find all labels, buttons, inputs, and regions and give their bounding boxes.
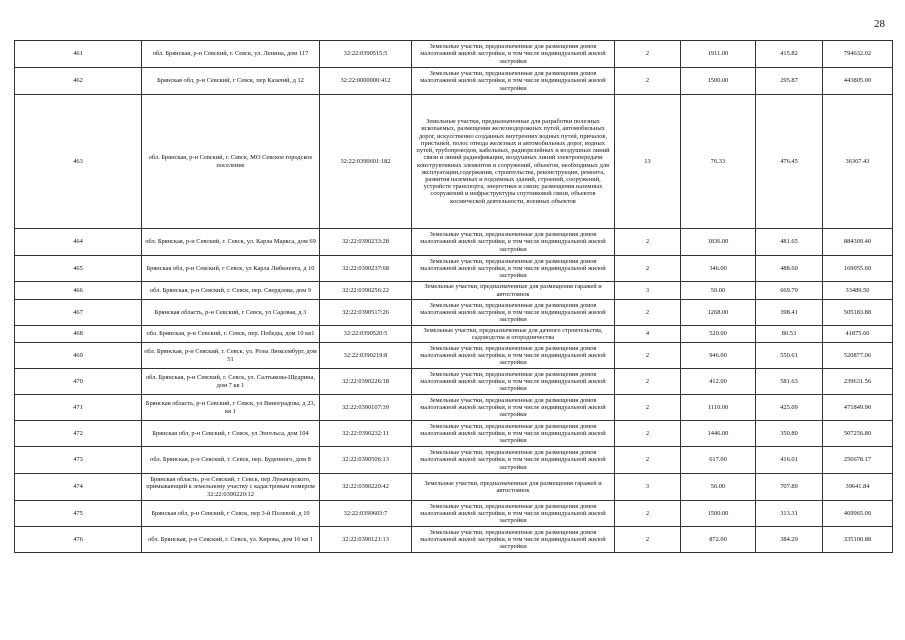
specific-value-cell: 707.89	[756, 474, 823, 501]
row-number: 464	[15, 229, 142, 256]
land-use-cell: Земельные участки, предназначенные для размещения домов малоэтажной жилой застройки, в том числе индивидуальной жилой застройки	[412, 527, 615, 553]
table-row	[15, 300, 893, 326]
table-row	[15, 256, 893, 282]
category-code-cell: 2	[615, 501, 681, 527]
specific-value-cell: 550.61	[756, 343, 823, 369]
table-row	[15, 474, 893, 501]
address-cell: Брянская обл, р-н Севский, г Севск, ул Энгельса, дом 104	[142, 421, 320, 447]
specific-value-cell: 669.79	[756, 282, 823, 300]
row-number: 462	[15, 68, 142, 95]
cadastral-number-cell: 32:22:0390220:42	[320, 474, 412, 501]
cadastral-number-cell: 32:22:0390506:13	[320, 447, 412, 474]
cadastral-value-cell: 794632.02	[823, 41, 893, 68]
cadastral-value-cell: 884309.40	[823, 229, 893, 256]
specific-value-cell: 416.01	[756, 447, 823, 474]
area-cell: 1268.00	[681, 300, 756, 326]
land-use-cell: Земельные участки, предназначенные для размещения домов малоэтажной жилой застройки, в том числе индивидуальной жилой застройки	[412, 68, 615, 95]
category-code-cell: 2	[615, 527, 681, 553]
row-number: 470	[15, 369, 142, 395]
cadastral-value-cell: 335100.88	[823, 527, 893, 553]
table-row	[15, 282, 893, 300]
specific-value-cell: 476.45	[756, 95, 823, 229]
category-code-cell: 2	[615, 369, 681, 395]
address-cell: Брянская область, р-н Севский, г Севск, пер Луначарского, примыкающий к земельному участку с кадастровым номером 32:22:0390220:12	[142, 474, 320, 501]
area-cell: 346.00	[681, 256, 756, 282]
table-row	[15, 501, 893, 527]
land-use-cell: Земельные участки, предназначенные для размещения гаражей и автостоянок	[412, 474, 615, 501]
land-use-cell: Земельные участки, предназначенные для размещения домов малоэтажной жилой застройки, в том числе индивидуальной жилой застройки	[412, 395, 615, 421]
cadastral-number-cell: 32:22:0390219:8	[320, 343, 412, 369]
cadastral-number-cell: 32:22:0000000:412	[320, 68, 412, 95]
area-cell: 1836.00	[681, 229, 756, 256]
cadastral-number-cell: 32:22:0390232:11	[320, 421, 412, 447]
category-code-cell: 2	[615, 395, 681, 421]
address-cell: Брянская обл, р-н Севский, г Севск, пер Казачий, д 12	[142, 68, 320, 95]
address-cell: Брянская область, р-н Севский, г Севск, ул Садовая, д 3	[142, 300, 320, 326]
category-code-cell: 3	[615, 282, 681, 300]
land-use-cell: Земельные участки, предназначенные для размещения домов малоэтажной жилой застройки, в том числе индивидуальной жилой застройки	[412, 300, 615, 326]
row-number: 475	[15, 501, 142, 527]
table-row	[15, 41, 893, 68]
row-number: 465	[15, 256, 142, 282]
cadastral-value-cell: 169055.60	[823, 256, 893, 282]
category-code-cell: 4	[615, 326, 681, 343]
specific-value-cell: 415.82	[756, 41, 823, 68]
cadastral-value-cell: 520877.06	[823, 343, 893, 369]
table-row	[15, 95, 893, 229]
cadastral-number-cell: 32:22:0390121:13	[320, 527, 412, 553]
table-row	[15, 447, 893, 474]
cadastral-number-cell: 32:22:0390517:26	[320, 300, 412, 326]
row-number: 463	[15, 95, 142, 229]
specific-value-cell: 295.87	[756, 68, 823, 95]
cadastral-number-cell: 32:22:0390107:39	[320, 395, 412, 421]
specific-value-cell: 313.31	[756, 501, 823, 527]
specific-value-cell: 80.53	[756, 326, 823, 343]
table-row	[15, 369, 893, 395]
area-cell: 1446.00	[681, 421, 756, 447]
land-use-cell: Земельные участки, предназначенные для размещения гаражей и автостоянок	[412, 282, 615, 300]
cadastral-value-cell: 469965.00	[823, 501, 893, 527]
land-use-cell: Земельные участки, предназначенные для размещения домов малоэтажной жилой застройки, в том числе индивидуальной жилой застройки	[412, 447, 615, 474]
area-cell: 50.00	[681, 282, 756, 300]
area-cell: 872.00	[681, 527, 756, 553]
cadastral-value-table	[14, 40, 893, 553]
area-cell: 412.00	[681, 369, 756, 395]
land-use-cell: Земельные участки, предназначенные для размещения домов малоэтажной жилой застройки, в том числе индивидуальной жилой застройки	[412, 501, 615, 527]
row-number: 468	[15, 326, 142, 343]
cadastral-number-cell: 32:22:0390226:18	[320, 369, 412, 395]
cadastral-value-cell: 507256.80	[823, 421, 893, 447]
land-use-cell: Земельные участки, предназначенные для размещения домов малоэтажной жилой застройки, в том числе индивидуальной жилой застройки	[412, 343, 615, 369]
row-number: 472	[15, 421, 142, 447]
category-code-cell: 2	[615, 343, 681, 369]
area-cell: 1110.00	[681, 395, 756, 421]
cadastral-value-cell: 471849.90	[823, 395, 893, 421]
row-number: 469	[15, 343, 142, 369]
cadastral-number-cell: 32:22:0390520:5	[320, 326, 412, 343]
address-cell: обл. Брянская, р-н Севский, г. Севск, пер. Победы, дом 10 кв1	[142, 326, 320, 343]
cadastral-value-cell: 39641.84	[823, 474, 893, 501]
land-use-cell: Земельные участки, предназначенные для размещения домов малоэтажной жилой застройки, в том числе индивидуальной жилой застройки	[412, 41, 615, 68]
cadastral-value-cell: 41875.60	[823, 326, 893, 343]
specific-value-cell: 581.63	[756, 369, 823, 395]
category-code-cell: 2	[615, 300, 681, 326]
table-row	[15, 343, 893, 369]
land-use-cell: Земельные участки, предназначенные для размещения домов малоэтажной жилой застройки, в том числе индивидуальной жилой застройки	[412, 421, 615, 447]
area-cell: 1500.00	[681, 68, 756, 95]
area-cell: 56.00	[681, 474, 756, 501]
category-code-cell: 13	[615, 95, 681, 229]
table-row	[15, 421, 893, 447]
land-use-cell: Земельные участки, предназначенные для разработки полезных ископаемых, размещения железнодорожных путей, автомобильных дорог, искусственно созданных внутренних водных путей, причалов, пристаней, полос отвода железных и автомобильных дорог, водных путей, трубопроводов, кабельных, радиорелейных и воздушных линий связи и линий радиофикации, воздушных линий электропередачи конструктивных элементов и сооружений, объектов, необходимых для эксплуатации,содержания, строительства, реконструкции, ремонта, развития наземных и подземных зданий, строений, сооружений, устройств транспорта, энергетики и связи; размещения наземных сооружений и инфраструктуры спутниковой связи, объектов космической деятельности, военных объектов	[412, 95, 615, 229]
area-cell: 617.00	[681, 447, 756, 474]
row-number: 471	[15, 395, 142, 421]
table-row	[15, 326, 893, 343]
land-use-cell: Земельные участки, предназначенные для размещения домов малоэтажной жилой застройки, в том числе индивидуальной жилой застройки	[412, 229, 615, 256]
area-cell: 1911.00	[681, 41, 756, 68]
address-cell: обл. Брянская, р-н Севский, г. Севск, ул. Кирова, дом 16 кв 1	[142, 527, 320, 553]
table-row	[15, 395, 893, 421]
specific-value-cell: 488.60	[756, 256, 823, 282]
area-cell: 76.33	[681, 95, 756, 229]
area-cell: 520.00	[681, 326, 756, 343]
category-code-cell: 2	[615, 68, 681, 95]
area-cell: 946.00	[681, 343, 756, 369]
category-code-cell: 2	[615, 421, 681, 447]
category-code-cell: 2	[615, 229, 681, 256]
cadastral-number-cell: 32:22:0390601:182	[320, 95, 412, 229]
row-number: 476	[15, 527, 142, 553]
cadastral-value-cell: 443805.00	[823, 68, 893, 95]
address-cell: Брянская обл, р-н Севский, г Севск, пер 3-й Полевой, д 10	[142, 501, 320, 527]
table-row	[15, 527, 893, 553]
cadastral-value-cell: 505183.88	[823, 300, 893, 326]
table-row	[15, 229, 893, 256]
category-code-cell: 2	[615, 447, 681, 474]
category-code-cell: 3	[615, 474, 681, 501]
cadastral-number-cell: 32:22:0390237:68	[320, 256, 412, 282]
specific-value-cell: 481.65	[756, 229, 823, 256]
row-number: 467	[15, 300, 142, 326]
cadastral-number-cell: 32:22:0390603:7	[320, 501, 412, 527]
address-cell: обл. Брянская, р-н Севский, г. Севск, ул. Ленина, дом 117	[142, 41, 320, 68]
specific-value-cell: 398.41	[756, 300, 823, 326]
cadastral-number-cell: 32:22:0390515:5	[320, 41, 412, 68]
row-number: 474	[15, 474, 142, 501]
address-cell: обл. Брянская, р-н Севский, г. Севск, МО Севское городское поселение	[142, 95, 320, 229]
cadastral-value-cell: 33489.50	[823, 282, 893, 300]
row-number: 466	[15, 282, 142, 300]
address-cell: обл. Брянская, р-н Севский, г. Севск, ул. Розы Люксембург, дом 51	[142, 343, 320, 369]
row-number: 461	[15, 41, 142, 68]
category-code-cell: 2	[615, 256, 681, 282]
land-use-cell: Земельные участки, предназначенные для дачного строительства, садоводства и огородничества	[412, 326, 615, 343]
cadastral-value-cell: 36367.43	[823, 95, 893, 229]
address-cell: обл. Брянская, р-н Севский, г. Севск, ул. Салтыкова-Щедрина, дом 7 кв 1	[142, 369, 320, 395]
address-cell: обл. Брянская, р-н Севский, г. Севск, пер. Буденного, дом 8	[142, 447, 320, 474]
address-cell: обл. Брянская, р-н Севский, г. Севск, пер. Свердлова, дом 9	[142, 282, 320, 300]
specific-value-cell: 350.80	[756, 421, 823, 447]
address-cell: обл. Брянская, р-н Севский, г. Севск, ул. Карла Маркса, дом 69	[142, 229, 320, 256]
cadastral-value-cell: 256678.17	[823, 447, 893, 474]
cadastral-number-cell: 32:22:0390256:22	[320, 282, 412, 300]
page-number: 28	[874, 18, 885, 30]
specific-value-cell: 384.29	[756, 527, 823, 553]
address-cell: Брянская область, р-н Севский, г Севск, ул Виноградова, д 23, кв 1	[142, 395, 320, 421]
table-row	[15, 68, 893, 95]
cadastral-number-cell: 32:22:0390233:28	[320, 229, 412, 256]
area-cell: 1500.00	[681, 501, 756, 527]
cadastral-value-cell: 239631.56	[823, 369, 893, 395]
category-code-cell: 2	[615, 41, 681, 68]
address-cell: Брянская обл, р-н Севский, г Севск, ул Карла Либкнехта, д 10	[142, 256, 320, 282]
specific-value-cell: 425.09	[756, 395, 823, 421]
land-use-cell: Земельные участки, предназначенные для размещения домов малоэтажной жилой застройки, в том числе индивидуальной жилой застройки	[412, 369, 615, 395]
row-number: 473	[15, 447, 142, 474]
land-use-cell: Земельные участки, предназначенные для размещения домов малоэтажной жилой застройки, в том числе индивидуальной жилой застройки	[412, 256, 615, 282]
